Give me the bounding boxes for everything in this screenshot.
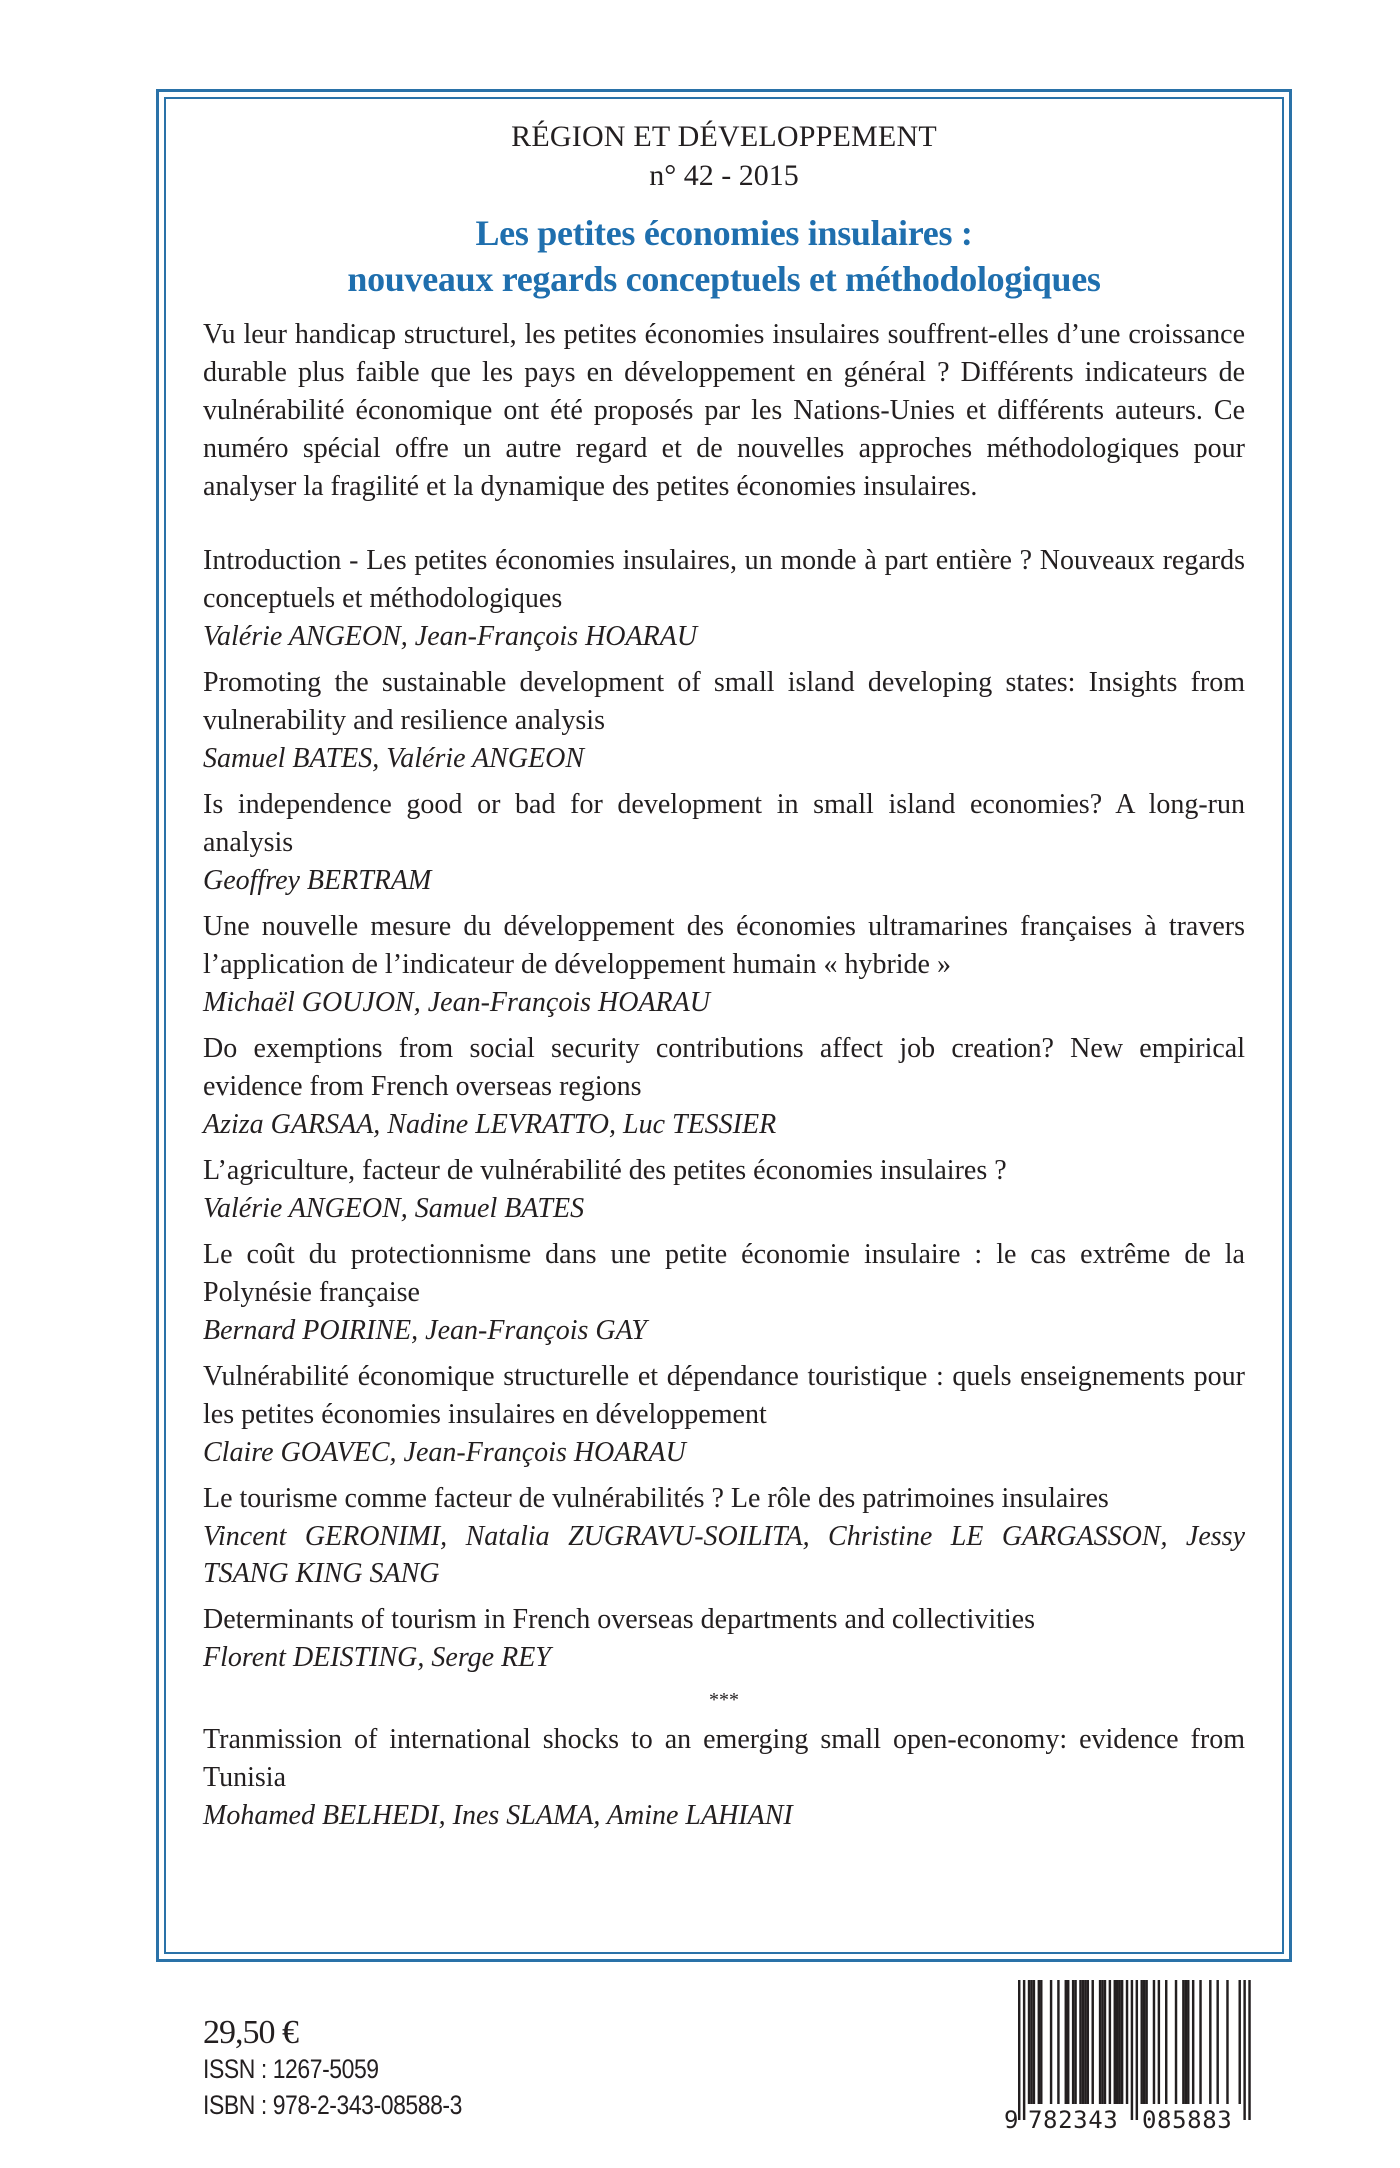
- issue-number: n° 42 - 2015: [649, 159, 799, 192]
- pricing-info: [203, 2015, 508, 2123]
- toc-entry: [203, 664, 1245, 777]
- toc-entry-title: Le tourisme comme facteur de vulnérabilités ? Le rôle des patrimoines insulaires: [203, 1483, 1109, 1514]
- barcode-bar: [1084, 1980, 1086, 2104]
- toc-entry-authors: Vincent GERONIMI, Natalia ZUGRAVU-SOILITA, Christine LE GARGASSON, Jessy TSANG KING SANG: [203, 1521, 1245, 1589]
- barcode-bar: [1033, 1980, 1035, 2104]
- barcode-bar: [1065, 1980, 1067, 2104]
- barcode-lead-digit: 9: [1004, 2106, 1019, 2130]
- toc-entry-title: Promoting the sustainable development of small island developing states: Insights from vulnerability and resilience analysis: [203, 667, 1245, 736]
- isbn: ISBN : 978-2-343-08588-3: [203, 2090, 462, 2120]
- barcode-bar: [1092, 1980, 1094, 2104]
- barcode-bar: [1072, 1980, 1074, 2104]
- barcode-bar: [1050, 1980, 1052, 2104]
- issue-title: [203, 210, 1245, 302]
- price: 29,50 €: [203, 2014, 298, 2051]
- barcode-bar: [1185, 1980, 1187, 2104]
- barcode-bar: [1165, 1980, 1167, 2104]
- barcode-bar: [1239, 1980, 1241, 2104]
- toc-entry: [203, 1480, 1245, 1592]
- toc-entry: [203, 1601, 1245, 1676]
- cover-content: [203, 118, 1245, 1843]
- barcode-bar: [1131, 1980, 1133, 2120]
- toc-entry-title: Determinants of tourism in French overseas departments and collectivities: [203, 1604, 1035, 1635]
- toc-entry-title: Le coût du protectionnisme dans une petite économie insulaire : le cas extrême de la Polynésie française: [203, 1239, 1245, 1308]
- barcode-bar: [1040, 1980, 1042, 2104]
- barcode-bar: [1175, 1980, 1177, 2104]
- toc-entry-extra: [203, 1721, 1245, 1834]
- barcode-left-digits: 782343: [1028, 2106, 1119, 2130]
- table-of-contents: [203, 542, 1245, 1834]
- barcode-bar: [1141, 1980, 1143, 2104]
- barcode-bar: [1192, 1980, 1194, 2104]
- barcode-bar: [1101, 1980, 1103, 2104]
- barcode-bar: [1087, 1980, 1089, 2104]
- barcode-bar: [1038, 1980, 1040, 2104]
- toc-entry-authors: Valérie ANGEON, Samuel BATES: [203, 1193, 585, 1224]
- toc-entry-authors: Florent DEISTING, Serge REY: [203, 1642, 551, 1673]
- barcode-right-digits: 085883: [1142, 2106, 1233, 2130]
- toc-entry-authors: Geoffrey BERTRAM: [203, 865, 432, 896]
- toc-entry: [203, 908, 1245, 1021]
- barcode-bar: [1067, 1980, 1069, 2104]
- barcode-bar: [1023, 1980, 1025, 2120]
- issue-title-line2: nouveaux regards conceptuels et méthodologiques: [347, 259, 1101, 299]
- barcode-bar: [1145, 1980, 1147, 2104]
- toc-entry-authors: Samuel BATES, Valérie ANGEON: [203, 743, 585, 774]
- barcode-bar: [1082, 1980, 1084, 2104]
- toc-entry-authors: Michaël GOUJON, Jean-François HOARAU: [203, 987, 710, 1018]
- toc-entry-title: Une nouvelle mesure du développement des économies ultramarines françaises à travers l’application de l’indicateur de développement humain « hybride »: [203, 911, 1245, 980]
- barcode-bar: [1199, 1980, 1201, 2104]
- barcode-bar: [1248, 1980, 1250, 2120]
- barcode-bar: [1187, 1980, 1189, 2104]
- barcode-bar: [1114, 1980, 1116, 2104]
- toc-entry-authors: Aziza GARSAA, Nadine LEVRATTO, Luc TESSIER: [203, 1109, 777, 1140]
- barcode-bar: [1209, 1980, 1211, 2104]
- barcode-bar: [1116, 1980, 1118, 2104]
- toc-entry: [203, 1152, 1245, 1227]
- toc-entry-title: L’agriculture, facteur de vulnérabilité des petites économies insulaires ?: [203, 1155, 1007, 1186]
- barcode-bar: [1074, 1980, 1076, 2104]
- barcode-bar: [1121, 1980, 1123, 2104]
- issn: ISSN : 1267-5059: [203, 2054, 379, 2084]
- toc-entry: [203, 786, 1245, 899]
- toc-entry-authors: Bernard POIRINE, Jean-François GAY: [203, 1315, 647, 1346]
- toc-entry-authors: Valérie ANGEON, Jean-François HOARAU: [203, 621, 698, 652]
- toc-entry-authors: Mohamed BELHEDI, Ines SLAMA, Amine LAHIANI: [203, 1800, 793, 1831]
- toc-entry-title: Vulnérabilité économique structurelle et dépendance touristique : quels enseignements pour les petites économies insulaires en développement: [203, 1361, 1245, 1430]
- barcode-bar: [1226, 1980, 1228, 2104]
- toc-entry: [203, 542, 1245, 655]
- toc-entry-authors: Claire GOAVEC, Jean-François HOARAU: [203, 1437, 686, 1468]
- barcode-bar: [1182, 1980, 1184, 2104]
- barcode-bar: [1018, 1980, 1020, 2120]
- barcode-bar: [1158, 1980, 1160, 2104]
- toc-entry-title: Is independence good or bad for development in small island economies? A long-run analysis: [203, 789, 1245, 858]
- barcode-bar: [1126, 1980, 1128, 2104]
- section-separator: ***: [709, 1689, 739, 1711]
- toc-entry: [203, 1030, 1245, 1143]
- issue-title-line1: Les petites économies insulaires :: [475, 213, 973, 253]
- barcode-bar: [1028, 1980, 1030, 2104]
- toc-entry-title: Introduction - Les petites économies insulaires, un monde à part entière ? Nouveaux regards conceptuels et méthodologiques: [203, 545, 1245, 614]
- barcode-bar: [1057, 1980, 1059, 2104]
- barcode-bar: [1118, 1980, 1120, 2104]
- barcode-bar: [1216, 1980, 1218, 2104]
- toc-entry-title: Tranmission of international shocks to an emerging small open-economy: evidence from Tunisia: [203, 1724, 1245, 1793]
- barcode-bar: [1030, 1980, 1032, 2104]
- barcode: [1004, 1978, 1254, 2130]
- barcode-bar: [1243, 1980, 1245, 2120]
- barcode-bar: [1079, 1980, 1081, 2104]
- barcode-bar: [1136, 1980, 1138, 2120]
- barcode-bars: [1018, 1980, 1251, 2120]
- toc-entry: [203, 1358, 1245, 1471]
- barcode-bar: [1143, 1980, 1145, 2104]
- barcode-bar: [1099, 1980, 1101, 2104]
- intro-paragraph: Vu leur handicap structurel, les petites économies insulaires souffrent-elles d’une croissance durable plus faible que les pays en développement en général ? Différents indicateurs de vulnérabilité économique ont été proposés par les Nations-Unies et différents auteurs. Ce numéro spécial offre un autre regard et de nouvelles approches méthodologiques pour analyser la fragilité et la dynamique des petites économies insulaires.: [203, 319, 1245, 502]
- barcode-bar: [1153, 1980, 1155, 2104]
- barcode-bar: [1104, 1980, 1106, 2104]
- barcode-bar: [1109, 1980, 1111, 2104]
- toc-entry: [203, 1236, 1245, 1349]
- toc-entry-title: Do exemptions from social security contributions affect job creation? New empirical evidence from French overseas regions: [203, 1033, 1245, 1102]
- journal-name: RÉGION ET DÉVELOPPEMENT: [511, 120, 937, 153]
